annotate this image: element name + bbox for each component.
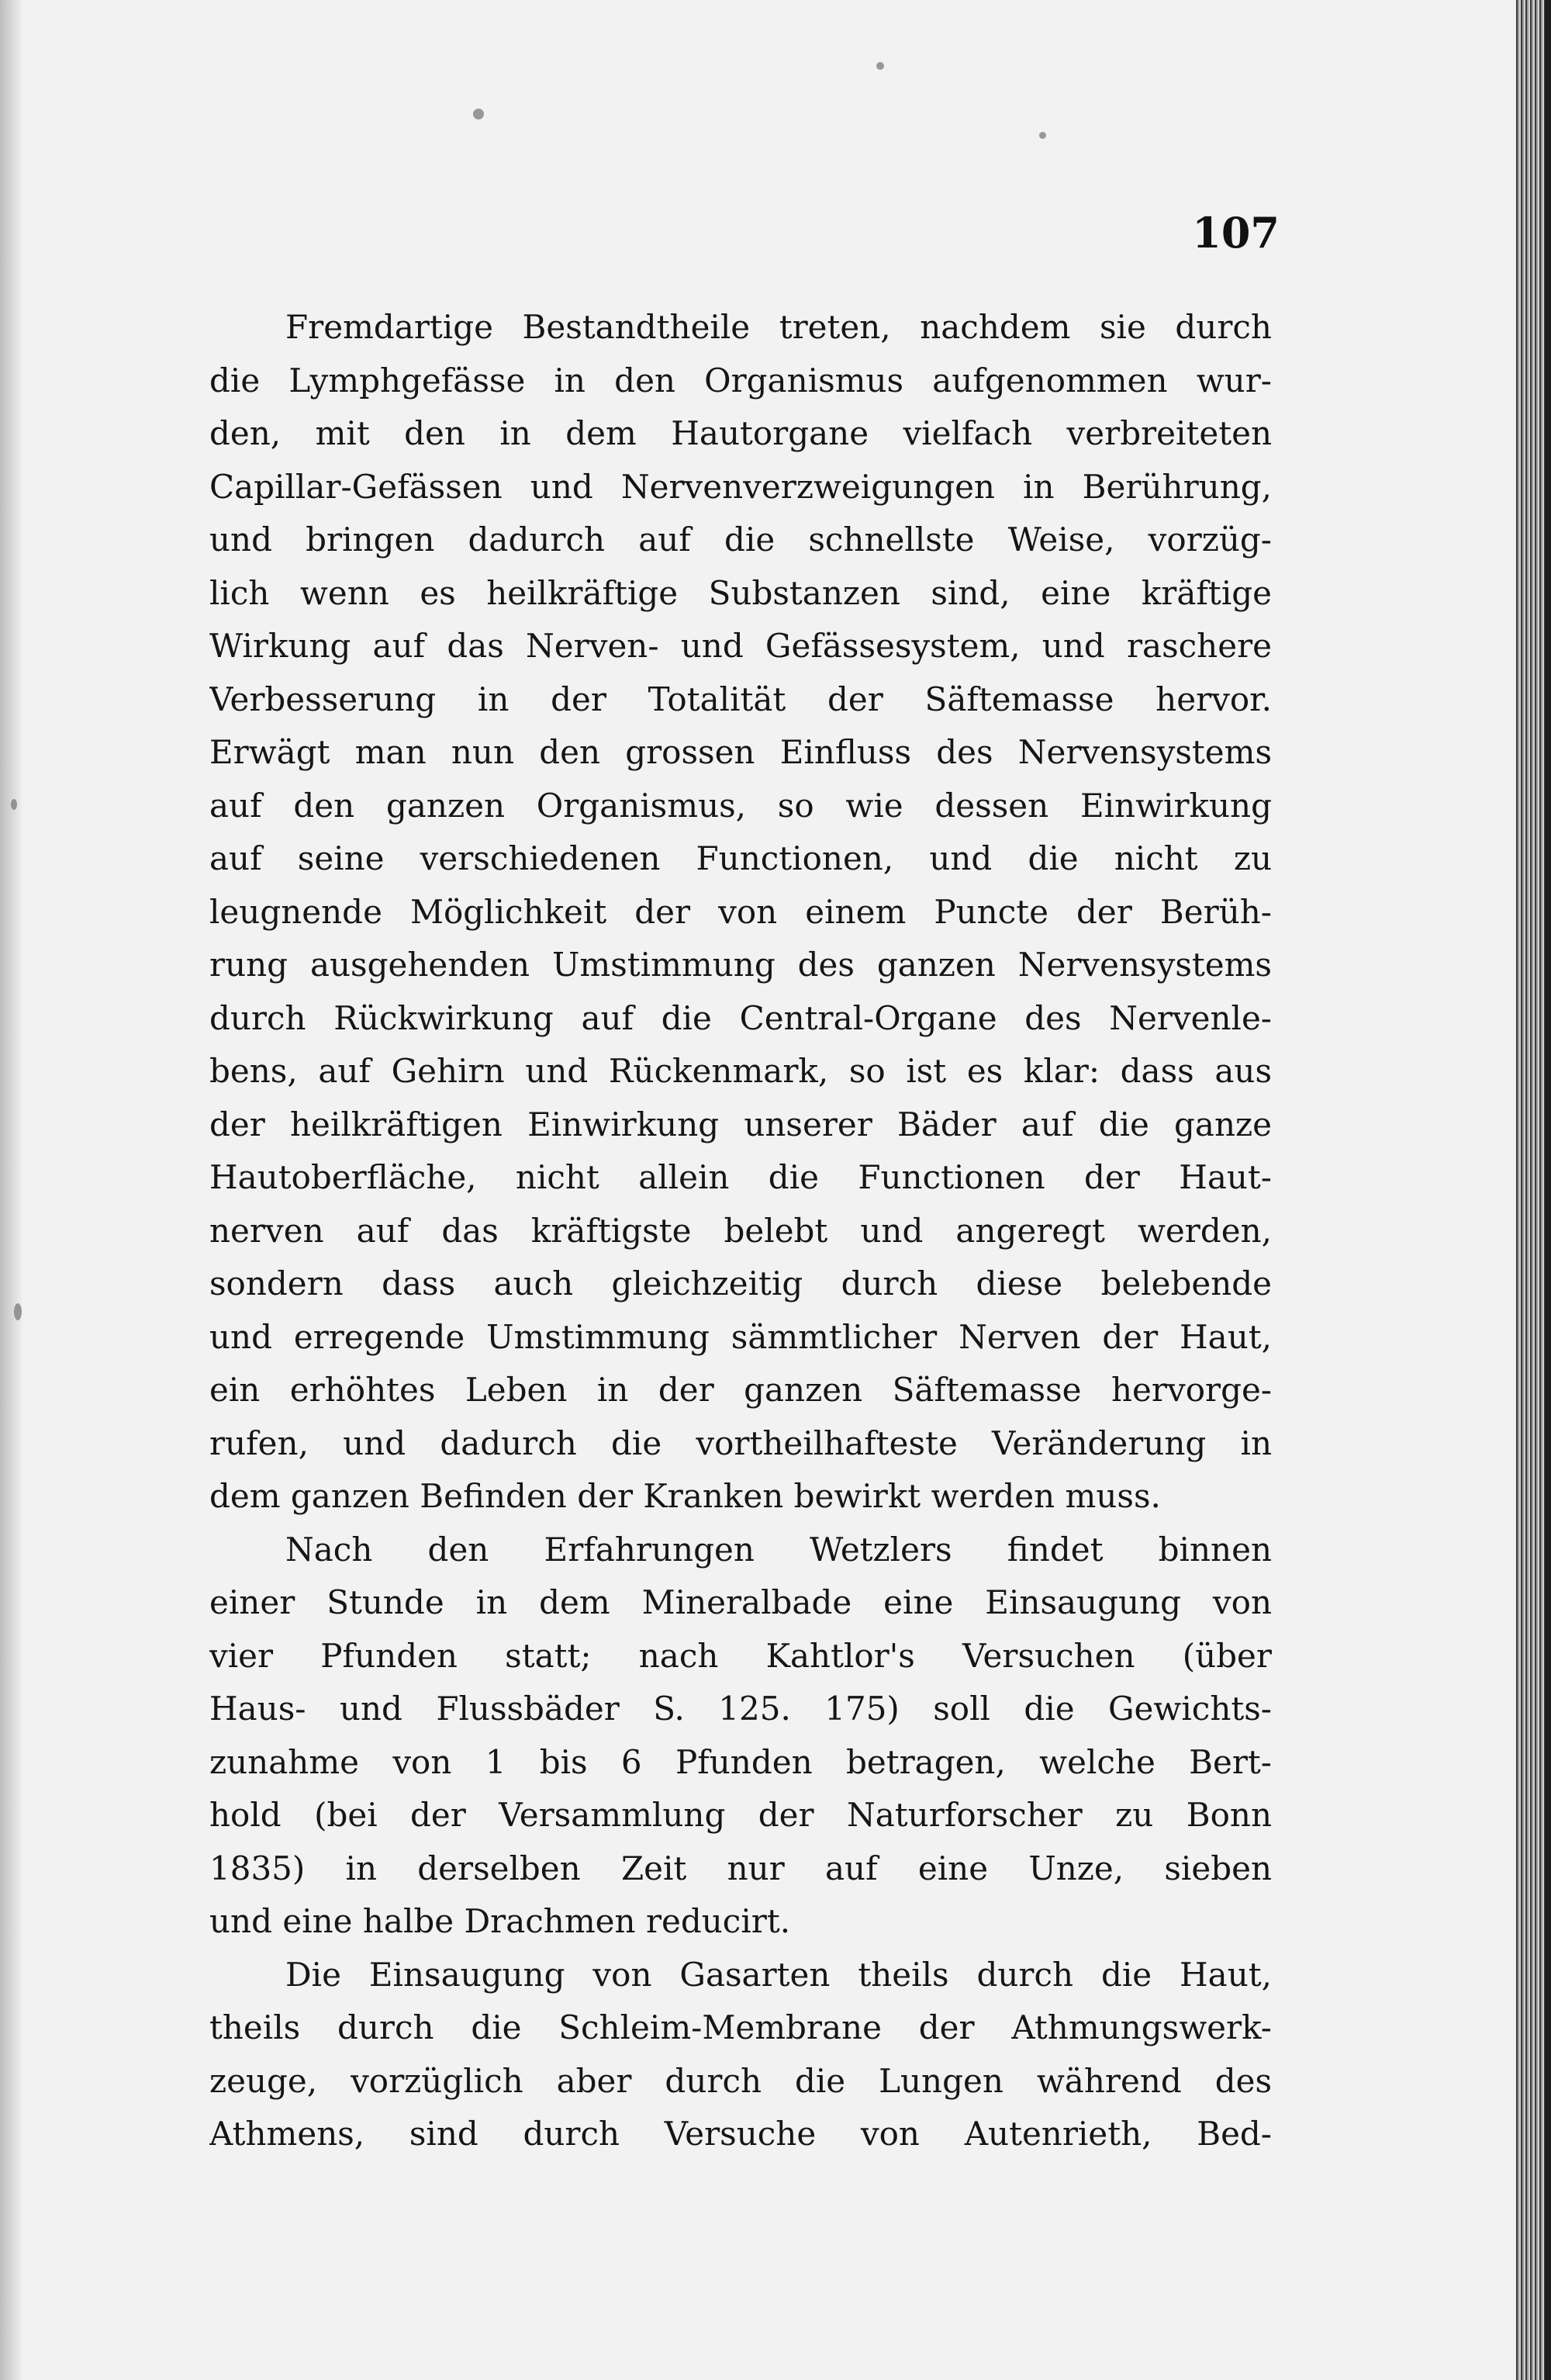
text-line: hold (bei der Versammlung der Naturforscher zu Bonn <box>209 1796 1272 1834</box>
text-line: nerven auf das kräftigste belebt und angeregt werden, <box>209 1211 1272 1250</box>
text-line: den, mit den in dem Hautorgane vielfach verbreiteten <box>209 414 1272 452</box>
ink-speck <box>14 1303 22 1320</box>
text-line: 1835) in derselben Zeit nur auf eine Unze, sieben <box>209 1849 1272 1887</box>
text-line: ein erhöhtes Leben in der ganzen Säftemasse hervorge- <box>209 1371 1272 1409</box>
spine-shadow <box>0 0 23 2380</box>
ink-speck <box>1039 132 1046 139</box>
text-line: theils durch die Schleim-Membrane der Athmungswerk- <box>209 2008 1272 2046</box>
text-line: rung ausgehenden Umstimmung des ganzen Nervensystems <box>209 946 1272 984</box>
text-line: zeuge, vorzüglich aber durch die Lungen während des <box>209 2061 1272 2100</box>
page-edges <box>1516 0 1551 2380</box>
text-line: Athmens, sind durch Versuche von Autenrieth, Bed- <box>209 2115 1272 2153</box>
text-line: Haus- und Flussbäder S. 125. 175) soll die Gewichts- <box>209 1690 1272 1728</box>
text-line: zunahme von 1 bis 6 Pfunden betragen, welche Bert- <box>209 1742 1272 1781</box>
text-line: Die Einsaugung von Gasarten theils durch die Haut, <box>285 1955 1272 1994</box>
text-line: vier Pfunden statt; nach Kahtlor's Versuchen (über <box>209 1636 1272 1675</box>
text-line: leugnende Möglichkeit der von einem Puncte der Berüh- <box>209 892 1272 931</box>
text-line: und bringen dadurch auf die schnellste Weise, vorzüg- <box>209 521 1272 559</box>
text-line: durch Rückwirkung auf die Central-Organe des Nervenle- <box>209 998 1272 1037</box>
text-line: Erwägt man nun den grossen Einfluss des Nervensystems <box>209 733 1272 771</box>
ink-speck <box>11 799 17 810</box>
text-line: lich wenn es heilkräftige Substanzen sind, eine kräftige <box>209 573 1272 612</box>
text-line: auf seine verschiedenen Functionen, und die nicht zu <box>209 839 1272 877</box>
text-line: die Lymphgefässe in den Organismus aufgenommen wur- <box>209 361 1272 400</box>
text-line: Fremdartige Bestandtheile treten, nachdem sie durch <box>285 308 1272 346</box>
text-line: dem ganzen Befinden der Kranken bewirkt werden muss. <box>209 1477 1161 1515</box>
page-number: 107 <box>1192 208 1280 258</box>
text-line: Wirkung auf das Nerven- und Gefässesystem, und raschere <box>209 627 1272 665</box>
text-line: rufen, und dadurch die vortheilhafteste Veränderung in <box>209 1424 1272 1462</box>
text-line: der heilkräftigen Einwirkung unserer Bäder auf die ganze <box>209 1105 1272 1143</box>
text-line: sondern dass auch gleichzeitig durch diese belebende <box>209 1264 1272 1302</box>
text-line: auf den ganzen Organismus, so wie dessen Einwirkung <box>209 786 1272 825</box>
text-line: Verbesserung in der Totalität der Säftemasse hervor. <box>209 680 1272 718</box>
body-text <box>209 301 1272 2161</box>
text-line: und erregende Umstimmung sämmtlicher Nerven der Haut, <box>209 1317 1272 1356</box>
ink-speck <box>876 62 884 70</box>
text-line: bens, auf Gehirn und Rückenmark, so ist es klar: dass aus <box>209 1052 1272 1090</box>
text-line: und eine halbe Drachmen reducirt. <box>209 1902 791 1940</box>
text-line: Nach den Erfahrungen Wetzlers findet binnen <box>285 1530 1272 1569</box>
text-line: Capillar-Gefässen und Nervenverzweigungen in Berührung, <box>209 467 1272 506</box>
ink-speck <box>473 109 484 119</box>
text-line: einer Stunde in dem Mineralbade eine Einsaugung von <box>209 1583 1272 1621</box>
text-line: Hautoberfläche, nicht allein die Functionen der Haut- <box>209 1158 1272 1196</box>
